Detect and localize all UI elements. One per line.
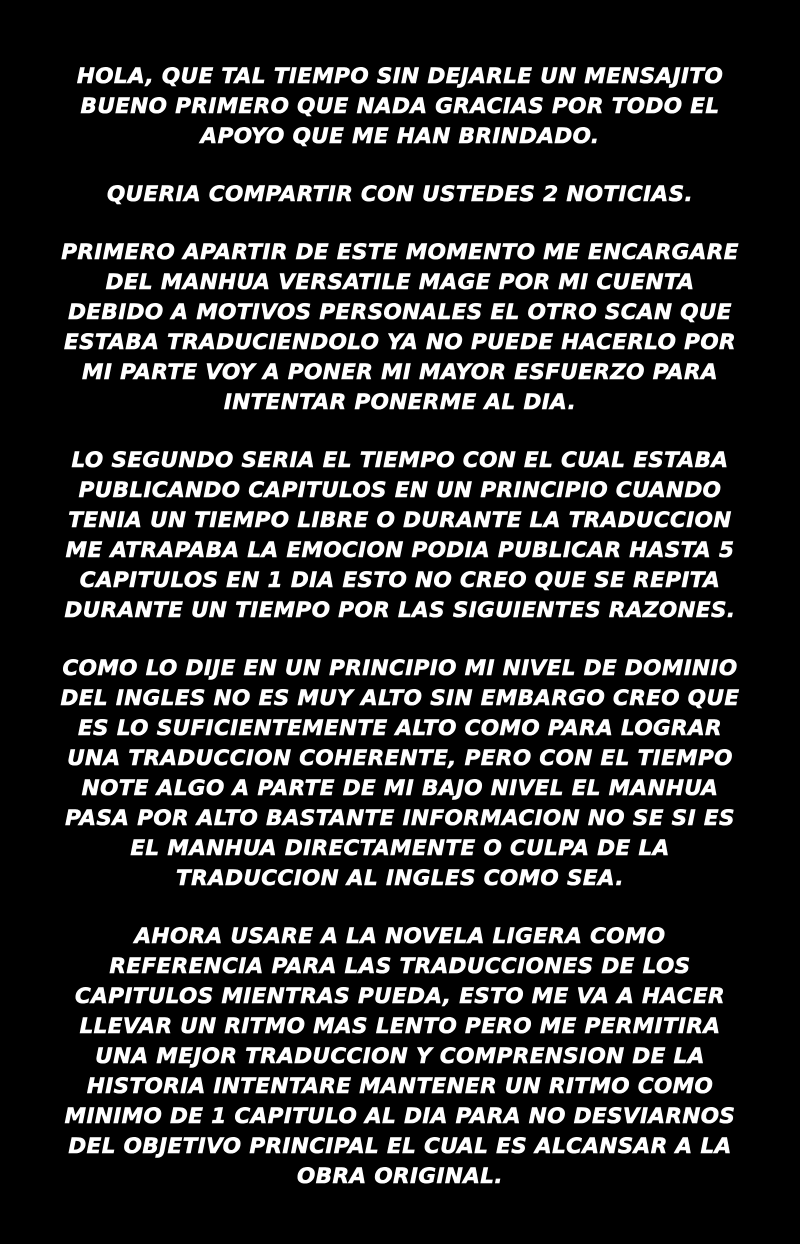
- note-paragraph-light-novel-plan: AHORA USARE A LA NOVELA LIGERA COMO REFERENCIA PARA LAS TRADUCCIONES DE LOS CAPITULOS MIENTRAS PUEDA, ESTO ME VA A HACER LLEVAR UN RITMO MAS LENTO PERO ME PERMITIRA UNA MEJOR TRADUCCION Y COMPRENSION DE LA HISTORIA INTENTARE MANTENER UN RITMO COMO MINIMO DE 1 CAPITULO AL DIA PARA NO DESVIARNOS DEL OBJETIVO PRINCIPAL EL CUAL ES ALCANSAR A LA OBRA ORIGINAL.: [64, 924, 736, 1189]
- note-paragraph-two-news: QUERIA COMPARTIR CON USTEDES 2 NOTICIAS.: [106, 182, 694, 207]
- note-paragraph-greeting: HOLA, QUE TAL TIEMPO SIN DEJARLE UN MENSAJITO BUENO PRIMERO QUE NADA GRACIAS POR TODO EL APOYO QUE ME HAN BRINDADO.: [76, 64, 724, 149]
- note-paragraph-second-news: LO SEGUNDO SERIA EL TIEMPO CON EL CUAL ESTABA PUBLICANDO CAPITULOS EN UN PRINCIPIO CUANDO TENIA UN TIEMPO LIBRE O DURANTE LA TRADUCCION ME ATRAPABA LA EMOCION PODIA PUBLICAR HASTA 5 CAPITULOS EN 1 DIA ESTO NO CREO QUE SE REPITA DURANTE UN TIEMPO POR LAS SIGUIENTES RAZONES.: [64, 448, 736, 623]
- note-paragraph-english-level: COMO LO DIJE EN UN PRINCIPIO MI NIVEL DE DOMINIO DEL INGLES NO ES MUY ALTO SIN EMBARGO CREO QUE ES LO SUFICIENTEMENTE ALTO COMO PARA LOGRAR UNA TRADUCCION COHERENTE, PERO CON EL TIEMPO NOTE ALGO A PARTE DE MI BAJO NIVEL EL MANHUA PASA POR ALTO BASTANTE INFORMACION NO SE SI ES EL MANHUA DIRECTAMENTE O CULPA DE LA TRADUCCION AL INGLES COMO SEA.: [60, 656, 740, 891]
- note-paragraph-first-news: PRIMERO APARTIR DE ESTE MOMENTO ME ENCARGARE DEL MANHUA VERSATILE MAGE POR MI CUENTA DEBIDO A MOTIVOS PERSONALES EL OTRO SCAN QUE ESTABA TRADUCIENDOLO YA NO PUEDE HACERLO POR MI PARTE VOY A PONER MI MAYOR ESFUERZO PARA INTENTAR PONERME AL DIA.: [61, 240, 739, 415]
- translator-note-text-block: [60, 62, 740, 1192]
